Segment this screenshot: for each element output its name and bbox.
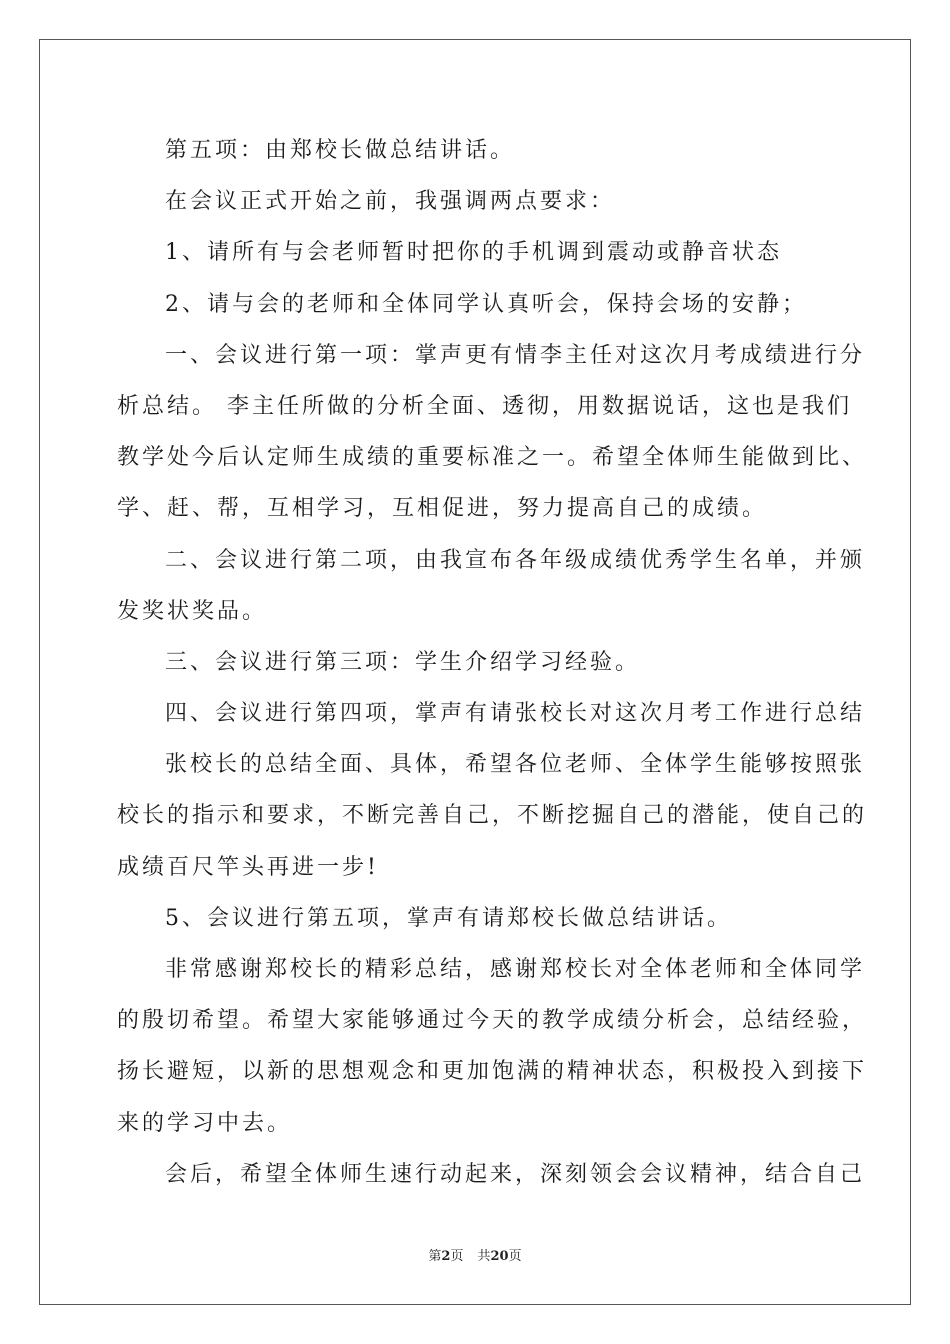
text-line: 四、会议进行第四项，掌声有请张校长对这次月考工作进行总结	[165, 701, 866, 727]
text-line: 会后，希望全体师生速行动起来，深刻领会会议精神，结合自己	[165, 1161, 866, 1187]
paragraph	[117, 330, 868, 535]
paragraph	[117, 688, 866, 739]
paragraph	[117, 176, 835, 227]
total-suffix: 页	[508, 1249, 522, 1264]
text-line: 教学处今后认定师生成绩的重要标准之一。希望全体师生能做到比、	[117, 445, 868, 471]
text-line: 2、请与会的老师和全体同学认真听会，保持会场的安静；	[165, 291, 807, 317]
text-line: 1、请所有与会老师暂时把你的手机调到震动或静音状态	[165, 240, 782, 266]
paragraph	[117, 1149, 866, 1200]
text-line: 5、会议进行第五项，掌声有请郑校长做总结讲话。	[165, 905, 732, 931]
page-footer	[0, 1245, 950, 1264]
text-line: 张校长的总结全面、具体，希望各位老师、全体学生能够按照张	[165, 752, 866, 778]
paragraph	[117, 893, 835, 944]
page-suffix: 页	[450, 1249, 464, 1264]
text-line: 二、会议进行第二项，由我宣布各年级成绩优秀学生名单，并颁	[165, 547, 866, 573]
paragraph	[117, 535, 866, 637]
text-line: 非常感谢郑校长的精彩总结，感谢郑校长对全体老师和全体同学	[165, 957, 866, 982]
page-number: 2	[441, 1249, 451, 1264]
paragraph	[117, 125, 835, 176]
text-line: 的殷切希望。希望大家能够通过今天的教学成绩分析会，总结经验，	[117, 1008, 868, 1034]
paragraph	[117, 279, 835, 330]
text-line: 学、赶、帮，互相学习，互相促进，努力提高自己的成绩。	[117, 496, 768, 522]
text-line: 成绩百尺竿头再进一步!	[117, 854, 379, 880]
text-line: 来的学习中去。	[117, 1110, 293, 1136]
page-label: 第	[428, 1249, 442, 1264]
total-label: 共	[477, 1249, 491, 1264]
text-line: 第五项：由郑校长做总结讲话。	[165, 138, 516, 163]
text-line: 校长的指示和要求，不断完善自己，不断挖掘自己的潜能，使自己的	[117, 803, 868, 829]
text-line: 发奖状奖品。	[117, 598, 268, 624]
paragraph	[117, 944, 868, 1149]
document-body	[117, 125, 868, 1200]
text-line: 三、会议进行第三项：学生介绍学习经验。	[165, 649, 641, 675]
text-line: 扬长避短，以新的思想观念和更加饱满的精神状态，积极投入到接下	[117, 1059, 868, 1085]
paragraph	[117, 637, 835, 688]
paragraph	[117, 739, 868, 893]
text-line: 析总结。 李主任所做的分析全面、透彻，用数据说话，这也是我们	[117, 393, 852, 419]
text-line: 一、会议进行第一项：掌声更有情李主任对这次月考成绩进行分	[165, 342, 866, 368]
text-line: 在会议正式开始之前，我强调两点要求：	[165, 189, 616, 215]
total-pages: 20	[490, 1249, 509, 1264]
paragraph	[117, 227, 835, 278]
